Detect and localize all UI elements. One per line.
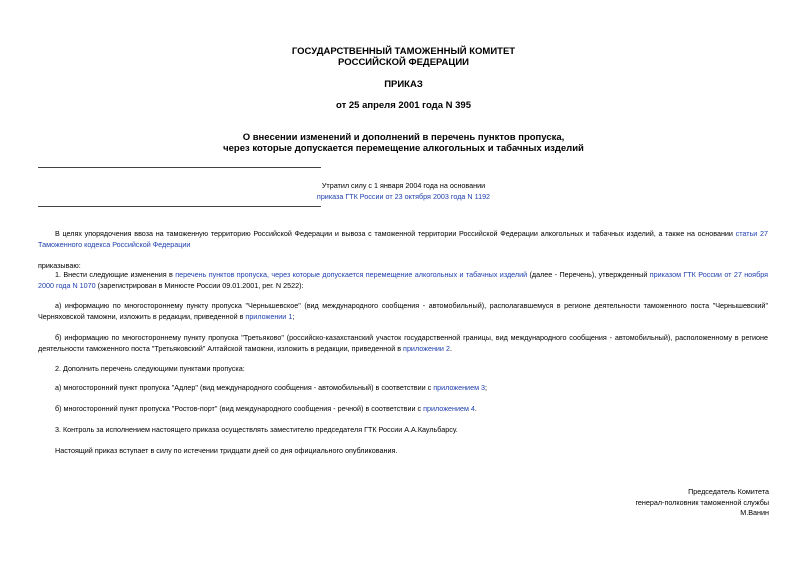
paragraph-preamble [38,229,768,251]
appendix-2-link[interactable]: приложении 2 [403,343,450,353]
paragraph-item-2a [38,383,768,394]
order-1070-link[interactable]: приказом ГТК России от 27 ноября 2000 года N 1070 [38,270,769,290]
item1-text-c: (зарегистрирован в Минюсте России 09.01.2001, рег. N 2522): [95,280,304,290]
item1a-text: а) информацию по многостороннему пункту пропуска "Чернышевское" (вид международного сообщения - автомобильный), располагавшемуся в регионе деятельности таможенного поста "Чернышевский" Черняховской таможни, изложить в редакции, приведенной в [38,301,768,321]
item1b-text: б) информацию по многостороннему пункту пропуска "Третьяково" (российско-казахстанский участок государственной границы, вид международного сообщения - автомобильный), расположенному в регионе деятельности таможенного поста "Третьяковский" Алтайской таможни, изложить в редакции, приведенной в [38,333,768,353]
signature-rank: генерал-полковник таможенной службы [635,497,769,507]
order-word: приказываю: [38,261,81,270]
paragraph-item-1b [38,333,768,355]
appendix-3-link[interactable]: приложением 3 [433,383,486,392]
paragraph-effective: Настоящий приказ вступает в силу по истечении тридцати дней со дня официального опубликования. [55,446,398,455]
status-note-text: Утратил силу с 1 января 2004 года на основании [321,181,486,190]
paragraph-item-1a [38,301,768,323]
paragraph-item-2b [38,404,768,415]
doc-title-line2: через которые допускается перемещение алкогольных и табачных изделий [223,143,584,154]
paragraph-item-1 [38,270,768,292]
item2a-end: ; [485,383,488,392]
org-name-line1: ГОСУДАРСТВЕННЫЙ ТАМОЖЕННЫЙ КОМИТЕТ [291,46,516,57]
appendix-4-link[interactable]: приложением 4 [423,404,475,413]
item1b-end: . [449,343,452,353]
divider-bottom [38,206,321,207]
item2b-text: б) многосторонний пункт пропуска "Ростов-порт" (вид международного сообщения - речной) в соответствии с [55,404,424,413]
signature-name: М.Ванин [740,508,769,517]
customs-code-link[interactable]: статьи 27 Таможенного кодекса Российской Федерации [38,229,768,249]
status-note-link[interactable]: приказа ГТК России от 23 октября 2003 года N 1192 [316,192,491,201]
item2b-end: . [474,404,477,413]
item1a-end: ; [292,311,295,321]
paragraph-item-3: 3. Контроль за исполнением настоящего приказа осуществлять заместителю председателя ГТК России А.А.Каульбарсу. [55,425,458,434]
item1-text-b: (далее - Перечень), утвержденный [527,270,650,279]
appendix-1-link[interactable]: приложении 1 [245,311,293,321]
signature-position: Председатель Комитета [688,487,769,496]
doc-date-number: от 25 апреля 2001 года N 395 [336,100,471,111]
item2a-text: а) многосторонний пункт пропуска "Адлер" (вид международного сообщения - автомобильный) в соответствии с [55,383,434,392]
doc-type: ПРИКАЗ [384,79,423,90]
preamble-text: В целях упорядочения ввоза на таможенную территорию Российской Федерации и вывоза с таможенной территории Российской Федерации алкогольных и табачных изделий, а также на основании [55,229,736,238]
divider-top [38,167,321,168]
paragraph-item-2: 2. Дополнить перечень следующими пунктами пропуска: [55,364,245,373]
org-name-line2: РОССИЙСКОЙ ФЕДЕРАЦИИ [337,57,469,68]
signature-block [635,487,769,519]
status-note-link-wrap [0,192,807,202]
checkpoint-list-link[interactable]: перечень пунктов пропуска, через которые допускается перемещение алкогольных и табачных изделий [175,270,528,279]
item1-text-a: 1. Внести следующие изменения в [55,270,176,279]
doc-title-line1: О внесении изменений и дополнений в перечень пунктов пропуска, [242,132,565,143]
